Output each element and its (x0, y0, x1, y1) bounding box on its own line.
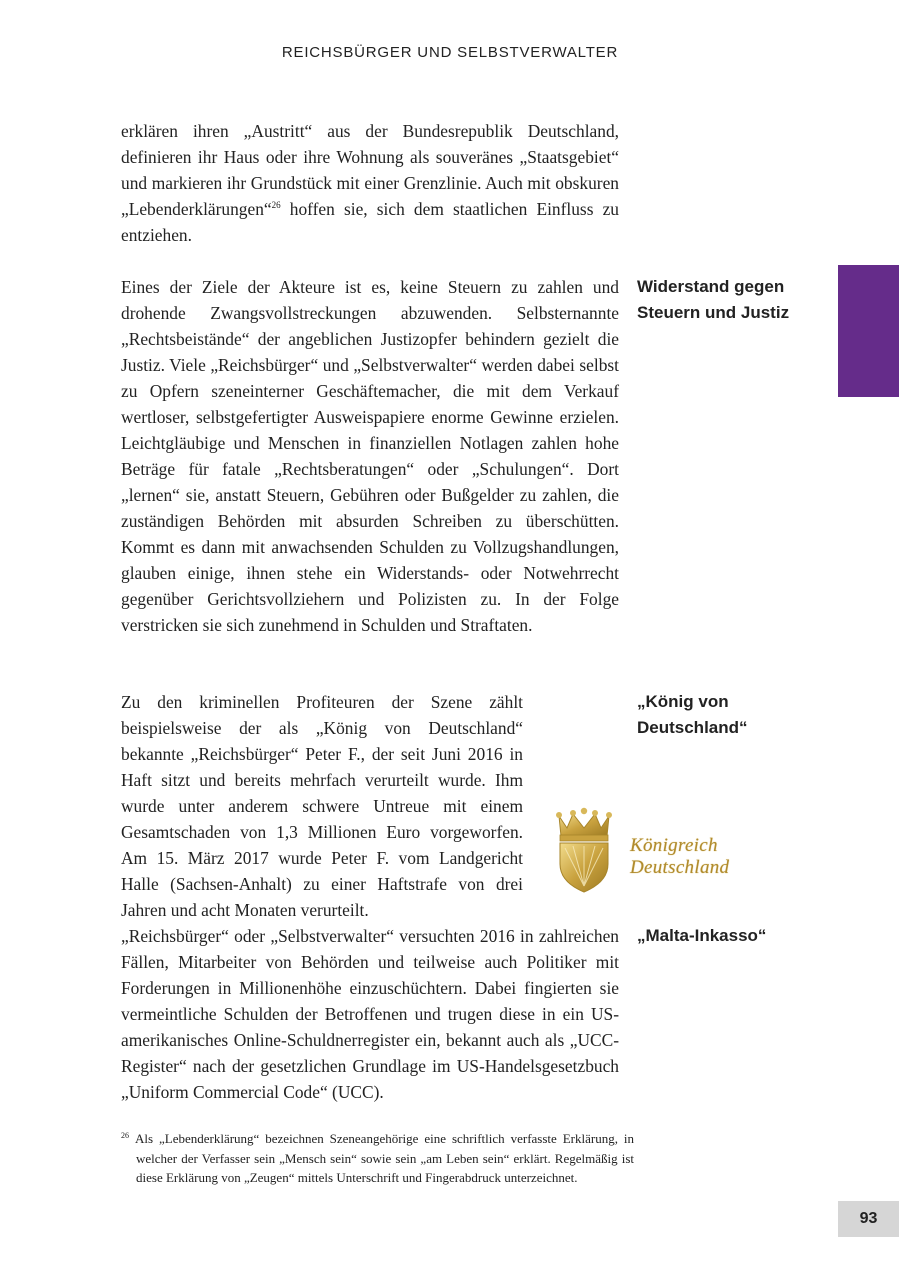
paragraph-koenig-text: Zu den kriminellen Profiteuren der Szene zählt beispielsweise der als „König von Deutschland“ bekannte „Reichsbürger“ Peter F., der seit Juni 2016 in Haft sitzt und bereits mehrfach verurteilt wurde. Ihm wurde unter anderem schwere Untreue mit einem Gesamtschaden von 1,3 Millionen Euro vorgeworfen. Am 15. März 2017 wurde Peter F. vom Landgericht Halle (Sachsen-Anhalt) zu einer Haftstrafe von drei Jahren und acht Monaten verurteilt. (121, 692, 523, 920)
side-heading-widerstand-line1: Widerstand gegen (637, 277, 785, 296)
side-heading-koenig-line2: Deutschland“ (637, 718, 748, 737)
logo-wordmark: Königreich Deutschland (630, 835, 730, 878)
side-heading-koenig-line1: „König von (637, 692, 729, 711)
footnote-ref[interactable]: 26 (271, 200, 281, 211)
side-heading-malta: „Malta-Inkasso“ (637, 926, 767, 945)
footnote-text: Als „Lebenderklärung“ bezeichnen Szeneangehörige eine schriftlich verfasste Erklärung, in welcher der Verfasser sein „Mensch sein“ sowie sein „am Leben sein“ erklärt. Regelmäßig ist diese Erklärung von „Zeugen“ mittels Unterschrift und Fingerabdruck unterzeichnet. (135, 1131, 634, 1185)
chapter-tab-marker (838, 265, 899, 397)
crown-crest-logo-icon (549, 806, 619, 894)
paragraph-koenig (121, 689, 619, 923)
footnote (121, 1129, 634, 1188)
paragraph-austritt (121, 118, 619, 248)
footnote-number: 26 (121, 1130, 129, 1140)
side-heading-koenig (637, 689, 837, 741)
paragraph-steuern: Eines der Ziele der Akteure ist es, keine Steuern zu zahlen und drohende Zwangsvollstreckungen abzuwenden. Selbsternannte „Rechtsbeistände“ der angeblichen Justizopfer behindern gezielt die Justiz. Viele „Reichsbürger“ und „Selbstverwalter“ werden dabei selbst zu Opfern szeneinterner Geschäftemacher, die mit dem Verkauf wertloser, selbstgefertigter Ausweispapiere enorme Gewinne erzielen. Leichtgläubige und Menschen in finanziellen Notlagen zahlen hohe Beträge für fatale „Rechtsberatungen“ oder „Schulungen“. Dort „lernen“ sie, anstatt Steuern, Gebühren oder Bußgelder zu zahlen, die zuständigen Behörden mit absurden Schreiben zu überschütten. Kommt es dann mit anwachsenden Schulden zu Vollzugshandlungen, glauben einige, ihnen stehe ein Widerstands- oder Notwehrrecht gegenüber Gerichtsvollziehern und Polizisten zu. In der Folge verstricken sie sich zunehmend in Schulden und Straftaten. (121, 277, 619, 635)
running-head: REICHSBÜRGER UND SELBSTVERWALTER (281, 44, 619, 61)
paragraph-austritt-text-1: erklären ihren „Austritt“ aus der Bundesrepublik Deutschland, definieren ihr Haus oder ihre Wohnung als souveränes „Staatsgebiet“ und markieren ihr Grundstück mit einer Grenzlinie. Auch mit obskuren „Lebenderklärungen“ (121, 121, 619, 219)
page-number: 93 (838, 1201, 899, 1237)
paragraph-malta: „Reichsbürger“ oder „Selbstverwalter“ versuchten 2016 in zahlreichen Fällen, Mitarbeiter von Behörden und teilweise auch Politiker mit Forderungen in Millionenhöhe einzuschüchtern. Dabei fingierten sie vermeintliche Schulden der Betroffenen und trugen diese in ein US-amerikanisches Online-Schuldnerregister ein, bekannt auch als „UCC-Register“ nach der gesetzlichen Grundlage im US-Handelsgesetzbuch „Uniform Commercial Code“ (UCC). (121, 926, 619, 1102)
side-heading-widerstand-line2: Steuern und Justiz (637, 303, 790, 322)
side-heading-widerstand (637, 274, 837, 326)
paragraph-austritt-text-2: hoffen sie, sich dem staatlichen Einfluss zu entziehen. (121, 199, 619, 245)
